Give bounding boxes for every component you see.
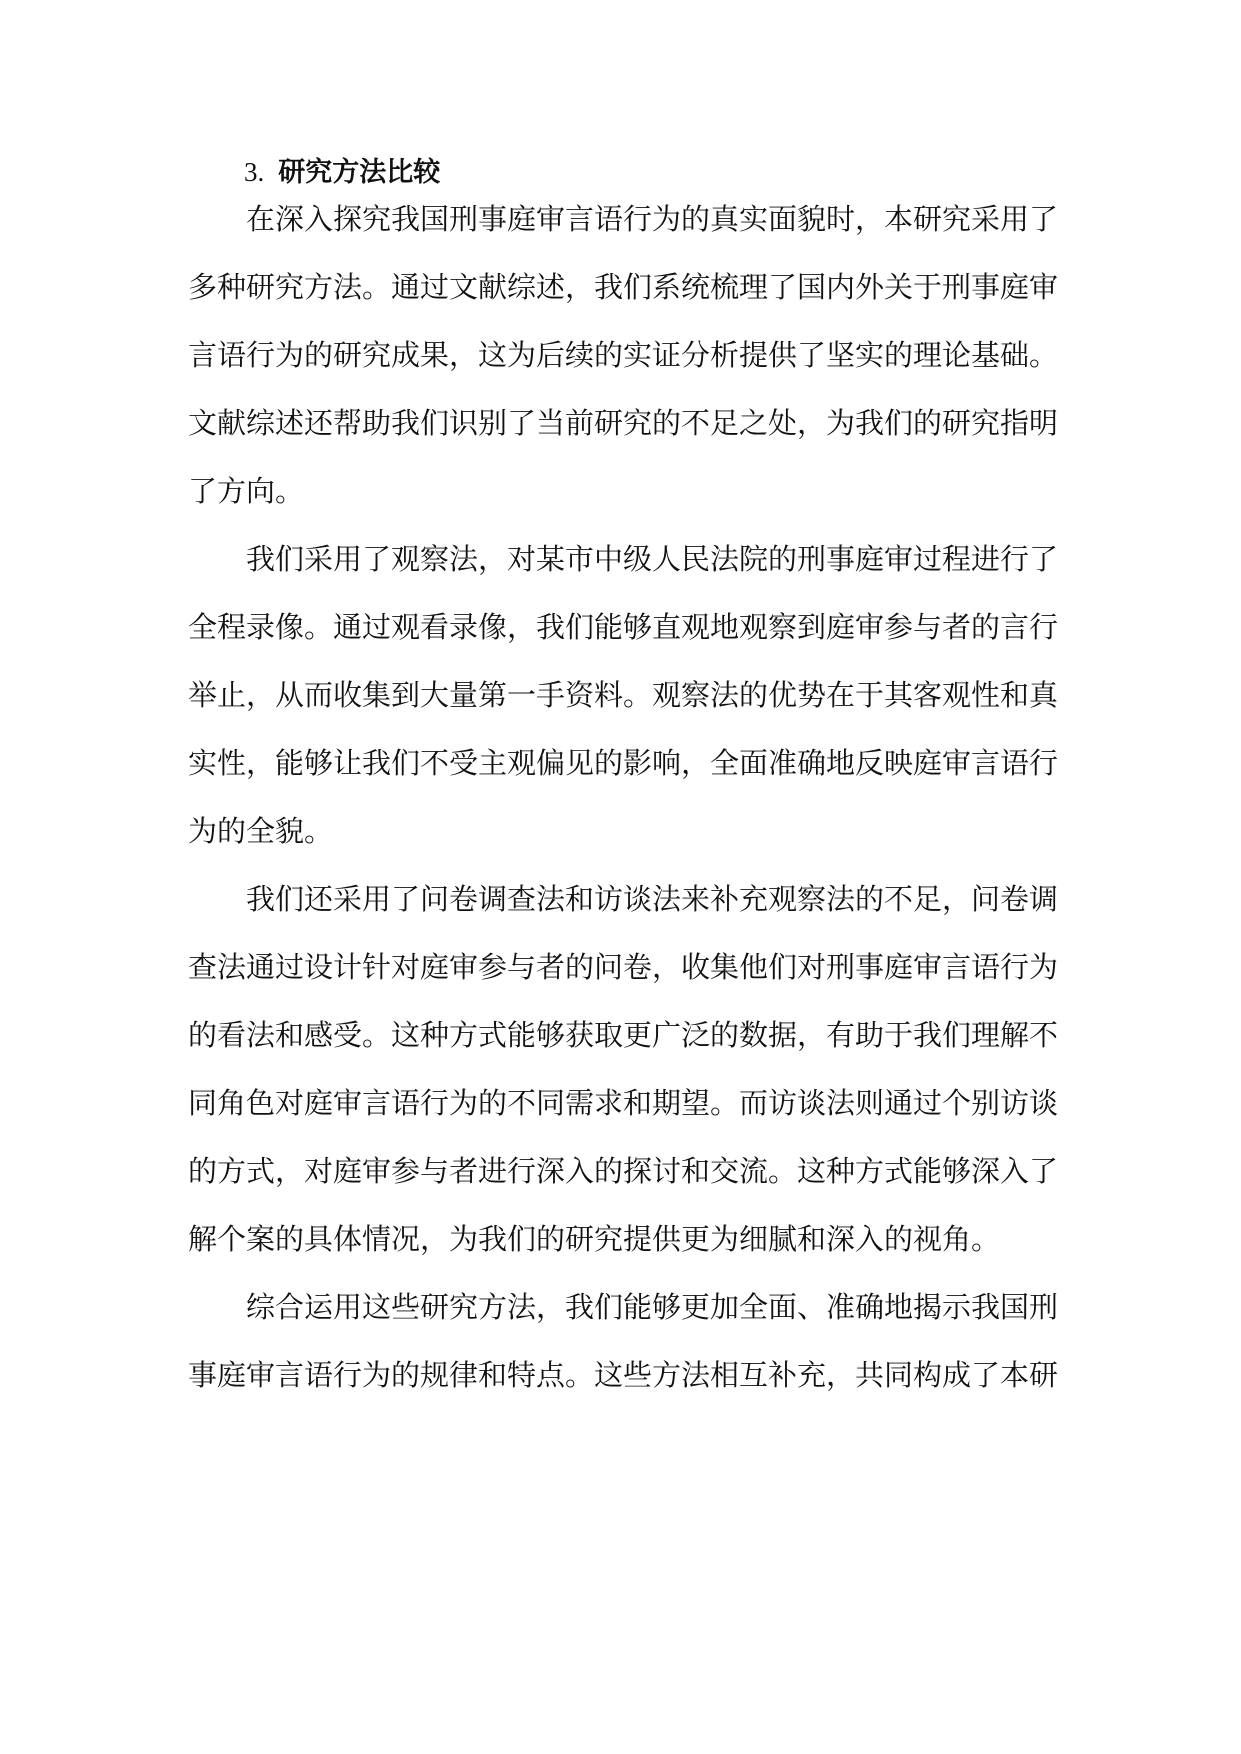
section-heading	[244, 152, 440, 193]
paragraph-line: 为的全貌。	[188, 814, 334, 848]
paragraph-line: 举止，从而收集到大量第一手资料。观察法的优势在于其客观性和真	[188, 678, 1059, 712]
paragraph-line: 综合运用这些研究方法，我们能够更加全面、准确地揭示我国刑	[246, 1290, 1059, 1324]
paragraph-line: 解个案的具体情况，为我们的研究提供更为细腻和深入的视角。	[188, 1222, 1001, 1256]
paragraph-line: 文献综述还帮助我们识别了当前研究的不足之处，为我们的研究指明	[188, 406, 1059, 440]
paragraph-line: 言语行为的研究成果，这为后续的实证分析提供了坚实的理论基础。	[188, 338, 1059, 372]
paragraph-line: 实性，能够让我们不受主观偏见的影响，全面准确地反映庭审言语行	[188, 746, 1059, 780]
paragraph-line: 查法通过设计针对庭审参与者的问卷，收集他们对刑事庭审言语行为	[188, 950, 1059, 984]
paragraph-line: 多种研究方法。通过文献综述，我们系统梳理了国内外关于刑事庭审	[188, 270, 1059, 304]
paragraph-line: 同角色对庭审言语行为的不同需求和期望。而访谈法则通过个别访谈	[188, 1086, 1059, 1120]
paragraph-line: 的方式，对庭审参与者进行深入的探讨和交流。这种方式能够深入了	[188, 1154, 1059, 1188]
paragraph-line: 我们还采用了问卷调查法和访谈法来补充观察法的不足，问卷调	[246, 882, 1059, 916]
paragraph-line: 事庭审言语行为的规律和特点。这些方法相互补充，共同构成了本研	[188, 1358, 1059, 1392]
paragraph-line: 全程录像。通过观看录像，我们能够直观地观察到庭审参与者的言行	[188, 610, 1059, 644]
paragraph-line: 的看法和感受。这种方式能够获取更广泛的数据，有助于我们理解不	[188, 1018, 1059, 1052]
section-title: 研究方法比较	[278, 157, 441, 188]
paragraph-line: 了方向。	[188, 474, 305, 508]
paragraph-line: 在深入探究我国刑事庭审言语行为的真实面貌时，本研究采用了	[246, 202, 1059, 236]
paragraph-line: 我们采用了观察法，对某市中级人民法院的刑事庭审过程进行了	[246, 542, 1059, 576]
section-number: 3.	[244, 157, 265, 187]
